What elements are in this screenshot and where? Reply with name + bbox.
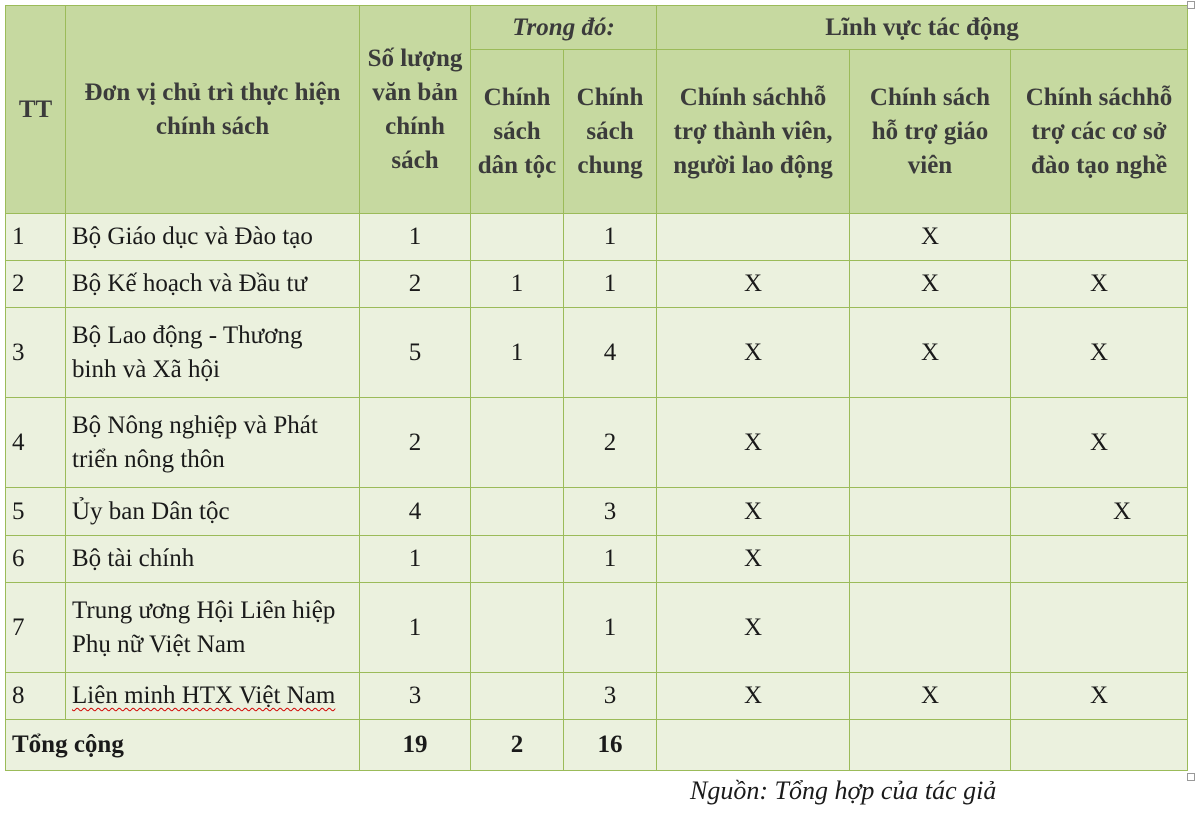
- header-count: Số lượng văn bản chính sách: [360, 6, 471, 214]
- row-tt: 4: [6, 398, 66, 488]
- row-count: 1: [360, 214, 471, 261]
- row-members-mark: X: [657, 583, 850, 673]
- row-count: 2: [360, 398, 471, 488]
- row-training-mark: [1011, 583, 1188, 673]
- row-teachers-mark: [850, 583, 1011, 673]
- header-impact: Lĩnh vực tác động: [657, 6, 1188, 50]
- total-training: [1011, 720, 1188, 771]
- row-training-mark: [1011, 536, 1188, 583]
- row-general: 1: [564, 261, 657, 308]
- row-count: 5: [360, 308, 471, 398]
- row-members-mark: X: [657, 398, 850, 488]
- row-unit: Bộ Kế hoạch và Đầu tư: [66, 261, 360, 308]
- header-trong-do: Trong đó:: [471, 6, 657, 50]
- row-teachers-mark: [850, 488, 1011, 536]
- row-tt: 7: [6, 583, 66, 673]
- table-row: [6, 583, 1188, 673]
- row-ethnic: 1: [471, 308, 564, 398]
- row-teachers-mark: [850, 536, 1011, 583]
- row-tt: 2: [6, 261, 66, 308]
- table-row: [6, 261, 1188, 308]
- row-count: 1: [360, 583, 471, 673]
- row-count: 3: [360, 673, 471, 720]
- table-resize-handle[interactable]: [1187, 773, 1195, 781]
- table-row: [6, 536, 1188, 583]
- header-general: Chính sách chung: [564, 50, 657, 214]
- table-corner-handle[interactable]: [1187, 1, 1195, 9]
- row-ethnic: [471, 583, 564, 673]
- row-unit: Bộ tài chính: [66, 536, 360, 583]
- total-label: Tổng cộng: [6, 720, 360, 771]
- row-teachers-mark: X: [850, 673, 1011, 720]
- row-members-mark: X: [657, 673, 850, 720]
- row-unit: Trung ương Hội Liên hiệp Phụ nữ Việt Nam: [66, 583, 360, 673]
- row-unit: Bộ Lao động - Thương binh và Xã hội: [66, 308, 360, 398]
- row-general: 4: [564, 308, 657, 398]
- row-general: 2: [564, 398, 657, 488]
- row-tt: 6: [6, 536, 66, 583]
- row-unit: Bộ Giáo dục và Đào tạo: [66, 214, 360, 261]
- total-teachers: [850, 720, 1011, 771]
- row-ethnic: [471, 536, 564, 583]
- row-unit: Ủy ban Dân tộc: [66, 488, 360, 536]
- row-members-mark: X: [657, 261, 850, 308]
- table-row: [6, 308, 1188, 398]
- row-count: 1: [360, 536, 471, 583]
- row-training-mark: X: [1011, 261, 1188, 308]
- table-row: [6, 398, 1188, 488]
- row-training-mark: X: [1011, 488, 1188, 536]
- row-members-mark: X: [657, 488, 850, 536]
- spellcheck-underlined-text: Liên minh HTX Việt Nam: [72, 682, 336, 709]
- row-unit: Bộ Nông nghiệp và Phát triển nông thôn: [66, 398, 360, 488]
- row-tt: 1: [6, 214, 66, 261]
- total-general: 16: [564, 720, 657, 771]
- total-members: [657, 720, 850, 771]
- row-general: 3: [564, 673, 657, 720]
- row-ethnic: [471, 673, 564, 720]
- header-support-teachers: Chính sách hỗ trợ giáo viên: [850, 50, 1011, 214]
- header-ethnic: Chính sách dân tộc: [471, 50, 564, 214]
- header-tt: TT: [6, 6, 66, 214]
- row-count: 2: [360, 261, 471, 308]
- header-support-training: Chính sáchhỗ trợ các cơ sở đào tạo nghề: [1011, 50, 1188, 214]
- row-members-mark: [657, 214, 850, 261]
- row-general: 1: [564, 583, 657, 673]
- header-support-members: Chính sáchhỗ trợ thành viên, người lao động: [657, 50, 850, 214]
- policy-table: [5, 5, 1188, 771]
- row-unit: [66, 673, 360, 720]
- row-tt: 8: [6, 673, 66, 720]
- row-training-mark: X: [1011, 308, 1188, 398]
- row-ethnic: [471, 214, 564, 261]
- row-training-mark: X: [1011, 398, 1188, 488]
- row-teachers-mark: X: [850, 308, 1011, 398]
- row-ethnic: [471, 398, 564, 488]
- row-teachers-mark: X: [850, 261, 1011, 308]
- row-members-mark: X: [657, 536, 850, 583]
- row-training-mark: [1011, 214, 1188, 261]
- row-training-mark: X: [1011, 673, 1188, 720]
- total-count: 19: [360, 720, 471, 771]
- table-row: [6, 214, 1188, 261]
- row-general: 1: [564, 214, 657, 261]
- row-teachers-mark: [850, 398, 1011, 488]
- total-ethnic: 2: [471, 720, 564, 771]
- row-ethnic: [471, 488, 564, 536]
- row-members-mark: X: [657, 308, 850, 398]
- row-ethnic: 1: [471, 261, 564, 308]
- header-unit: Đơn vị chủ trì thực hiện chính sách: [66, 6, 360, 214]
- row-teachers-mark: X: [850, 214, 1011, 261]
- row-general: 1: [564, 536, 657, 583]
- row-general: 3: [564, 488, 657, 536]
- row-count: 4: [360, 488, 471, 536]
- row-tt: 3: [6, 308, 66, 398]
- table-row: [6, 488, 1188, 536]
- table-row: [6, 673, 1188, 720]
- header-row-1: [6, 6, 1188, 50]
- source-note: Nguồn: Tổng hợp của tác giả: [690, 776, 997, 805]
- row-tt: 5: [6, 488, 66, 536]
- total-row: [6, 720, 1188, 771]
